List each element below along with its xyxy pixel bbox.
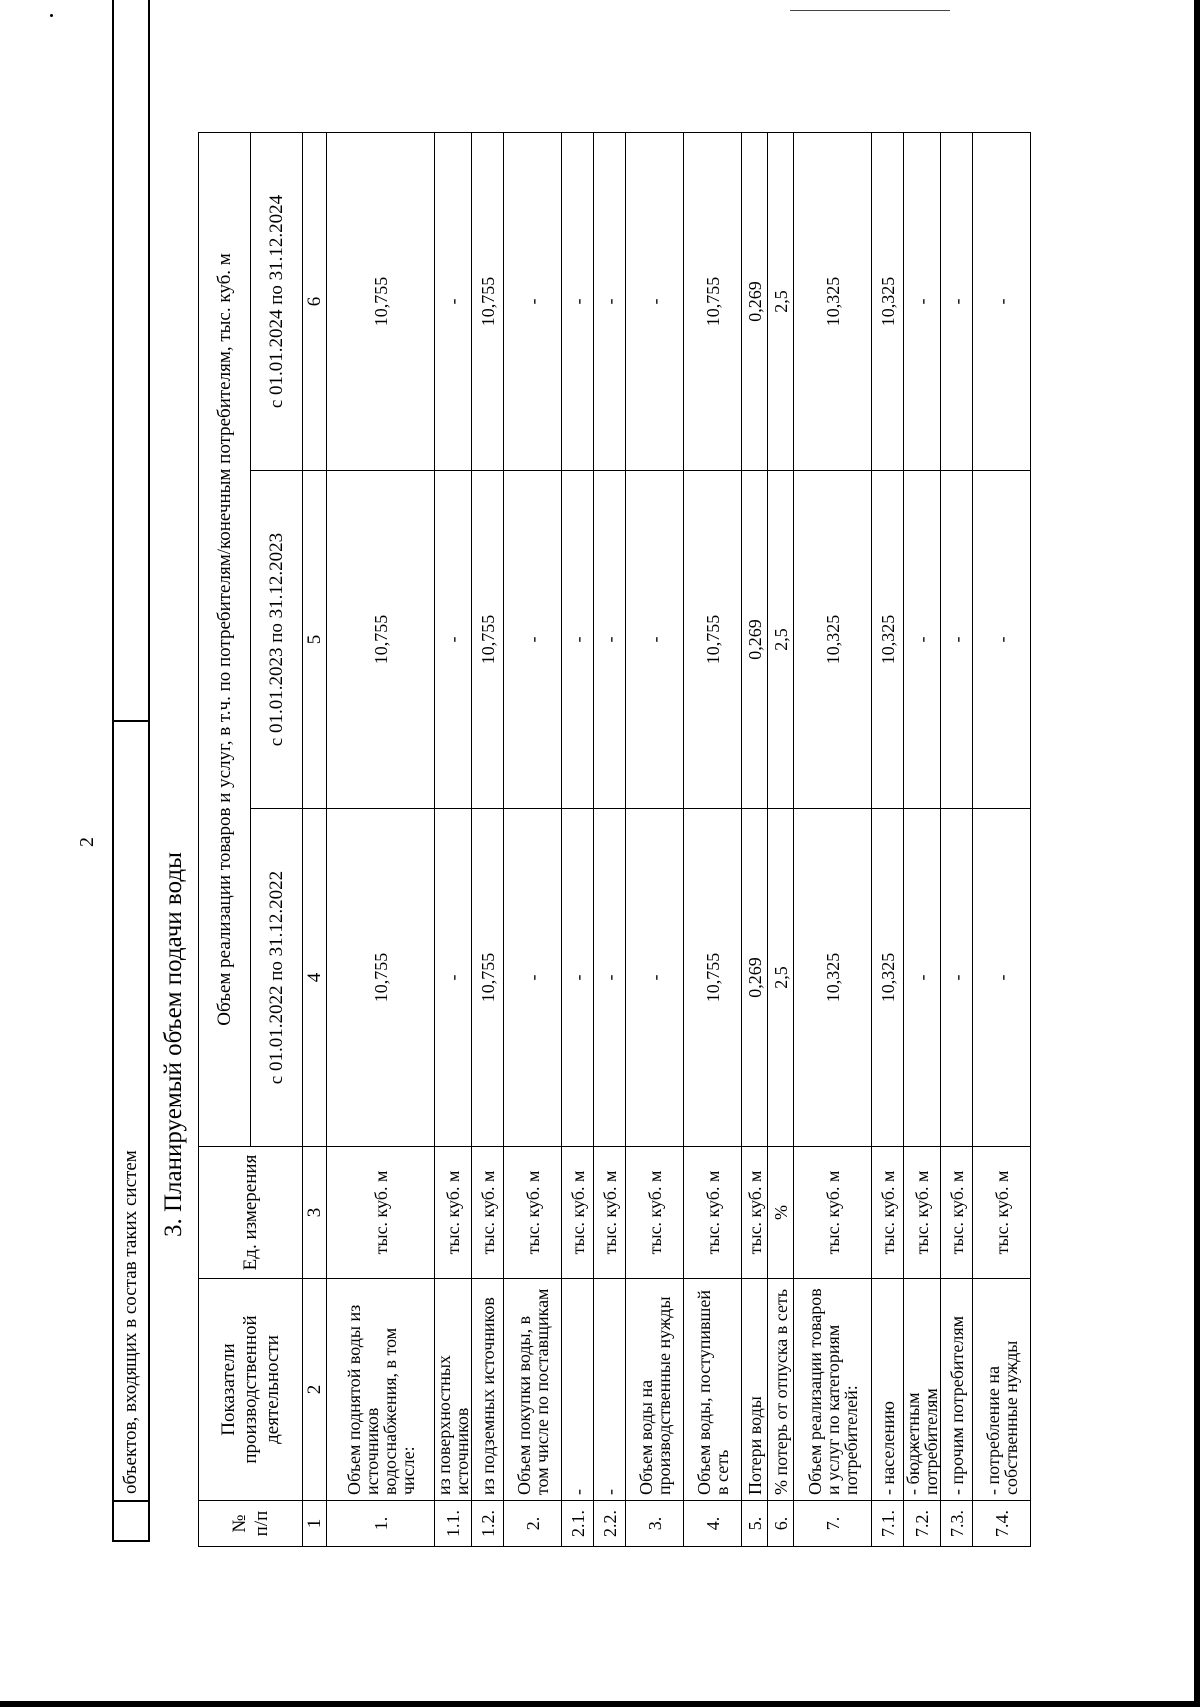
row-indicator: - населению <box>872 1279 904 1501</box>
row-value-2023: - <box>941 471 973 809</box>
row-value-2022: - <box>562 809 594 1147</box>
row-value-2023: - <box>562 471 594 809</box>
table-row <box>973 132 1031 1546</box>
row-unit: тыс. куб. м <box>327 1147 435 1279</box>
row-unit: тыс. куб. м <box>794 1147 872 1279</box>
scan-border-bottom <box>0 1701 1200 1707</box>
table-row <box>742 132 768 1546</box>
row-value-2022: 10,755 <box>684 809 742 1147</box>
header-volume-group: Объем реализации товаров и услуг, в т.ч. по потребителям/конечным потребителям, тыс. куб. м <box>199 132 251 1146</box>
row-value-2023: - <box>435 471 472 809</box>
table-row <box>794 132 872 1546</box>
table-row <box>904 132 941 1546</box>
row-value-2024: - <box>435 132 472 470</box>
row-num: 6. <box>768 1501 794 1547</box>
row-value-2023: - <box>626 471 684 809</box>
row-indicator: Потери воды <box>742 1279 768 1501</box>
row-value-2024: 2,5 <box>768 132 794 470</box>
row-value-2024: - <box>941 132 973 470</box>
row-num: 1.1. <box>435 1501 472 1547</box>
row-num: 2.2. <box>594 1501 626 1547</box>
header-period-2024: с 01.01.2024 по 31.12.2024 <box>251 132 303 470</box>
row-value-2022: 10,325 <box>794 809 872 1147</box>
table-row <box>327 132 435 1546</box>
row-unit: тыс. куб. м <box>626 1147 684 1279</box>
table-row <box>562 132 594 1546</box>
row-unit: тыс. куб. м <box>594 1147 626 1279</box>
row-unit: тыс. куб. м <box>435 1147 472 1279</box>
column-number: 2 <box>303 1279 327 1501</box>
previous-table-fragment <box>112 0 150 1542</box>
row-indicator: Объем воды, поступившей в сеть <box>684 1279 742 1501</box>
prev-table-text: объектов, входящих в состав таких систем <box>113 721 149 1501</box>
row-value-2024: 10,755 <box>472 132 504 470</box>
table-row <box>594 132 626 1546</box>
scan-border-right <box>1194 0 1200 1707</box>
row-unit: тыс. куб. м <box>684 1147 742 1279</box>
row-unit: тыс. куб. м <box>562 1147 594 1279</box>
row-num: 7. <box>794 1501 872 1547</box>
column-number: 1 <box>303 1501 327 1547</box>
row-indicator: Объем реализации товаров и услуг по категориям потребителей: <box>794 1279 872 1501</box>
row-value-2024: 10,755 <box>327 132 435 470</box>
row-indicator: Объем поднятой воды из источников водоснабжения, в том числе: <box>327 1279 435 1501</box>
row-value-2024: - <box>904 132 941 470</box>
page-number: 2 <box>76 837 98 847</box>
header-num: № п/п <box>199 1501 303 1547</box>
row-value-2023: 10,325 <box>872 471 904 809</box>
row-value-2022: - <box>626 809 684 1147</box>
row-value-2022: 2,5 <box>768 809 794 1147</box>
row-num: 1.2. <box>472 1501 504 1547</box>
table-row <box>768 132 794 1546</box>
row-unit: тыс. куб. м <box>504 1147 562 1279</box>
table-row <box>684 132 742 1546</box>
row-value-2022: - <box>973 809 1031 1147</box>
row-num: 3. <box>626 1501 684 1547</box>
row-indicator: из подземных источников <box>472 1279 504 1501</box>
row-value-2024: 10,325 <box>872 132 904 470</box>
row-unit: тыс. куб. м <box>872 1147 904 1279</box>
row-value-2022: - <box>435 809 472 1147</box>
row-unit: % <box>768 1147 794 1279</box>
row-value-2022: 10,755 <box>472 809 504 1147</box>
row-unit: тыс. куб. м <box>472 1147 504 1279</box>
row-num: 7.4. <box>973 1501 1031 1547</box>
header-indicator: Показатели производственной деятельности <box>199 1279 303 1501</box>
row-unit: тыс. куб. м <box>904 1147 941 1279</box>
row-value-2022: - <box>904 809 941 1147</box>
row-num: 1. <box>327 1501 435 1547</box>
row-value-2022: - <box>941 809 973 1147</box>
row-value-2024: - <box>562 132 594 470</box>
row-indicator: - бюджетным потребителям <box>904 1279 941 1501</box>
header-unit: Ед. измерения <box>199 1147 303 1279</box>
row-unit: тыс. куб. м <box>941 1147 973 1279</box>
column-number: 4 <box>303 809 327 1147</box>
row-indicator: Объем воды на производственные нужды <box>626 1279 684 1501</box>
prev-table-cell-empty <box>113 1501 149 1541</box>
column-number: 3 <box>303 1147 327 1279</box>
table-row <box>504 132 562 1546</box>
row-indicator: - <box>594 1279 626 1501</box>
row-value-2024: - <box>973 132 1031 470</box>
row-value-2022: 10,325 <box>872 809 904 1147</box>
row-unit: тыс. куб. м <box>742 1147 768 1279</box>
row-value-2024: - <box>594 132 626 470</box>
row-value-2023: 0,269 <box>742 471 768 809</box>
row-indicator: - потребление на собственные нужды <box>973 1279 1031 1501</box>
row-value-2024: 10,325 <box>794 132 872 470</box>
header-period-2022: с 01.01.2022 по 31.12.2022 <box>251 809 303 1147</box>
row-value-2022: 10,755 <box>327 809 435 1147</box>
table-row <box>626 132 684 1546</box>
row-value-2023: - <box>973 471 1031 809</box>
row-indicator: - прочим потребителям <box>941 1279 973 1501</box>
row-indicator: из поверхностных источников <box>435 1279 472 1501</box>
row-value-2023: - <box>904 471 941 809</box>
row-value-2023: 10,755 <box>327 471 435 809</box>
water-supply-table <box>198 132 1031 1547</box>
table-row <box>472 132 504 1546</box>
row-value-2023: 10,325 <box>794 471 872 809</box>
row-indicator: % потерь от отпуска в сеть <box>768 1279 794 1501</box>
column-number: 6 <box>303 132 327 470</box>
row-value-2023: - <box>594 471 626 809</box>
row-indicator: Объем покупки воды, в том числе по поставщикам <box>504 1279 562 1501</box>
table-row <box>872 132 904 1546</box>
row-value-2023: 10,755 <box>472 471 504 809</box>
table-row <box>941 132 973 1546</box>
header-period-2023: с 01.01.2023 по 31.12.2023 <box>251 471 303 809</box>
table-row <box>435 132 472 1546</box>
row-num: 7.1. <box>872 1501 904 1547</box>
row-value-2022: - <box>594 809 626 1147</box>
row-value-2022: - <box>504 809 562 1147</box>
row-num: 2. <box>504 1501 562 1547</box>
row-value-2024: - <box>504 132 562 470</box>
row-num: 2.1. <box>562 1501 594 1547</box>
row-value-2023: 2,5 <box>768 471 794 809</box>
column-number: 5 <box>303 471 327 809</box>
row-value-2023: - <box>504 471 562 809</box>
row-value-2024: - <box>626 132 684 470</box>
row-value-2022: 0,269 <box>742 809 768 1147</box>
row-num: 4. <box>684 1501 742 1547</box>
row-value-2024: 10,755 <box>684 132 742 470</box>
row-value-2024: 0,269 <box>742 132 768 470</box>
row-value-2023: 10,755 <box>684 471 742 809</box>
row-num: 5. <box>742 1501 768 1547</box>
row-indicator: - <box>562 1279 594 1501</box>
row-unit: тыс. куб. м <box>973 1147 1031 1279</box>
section-title: 3. Планируемый объем подачи воды <box>160 852 187 1237</box>
prev-table-cell-empty <box>113 0 149 721</box>
row-num: 7.3. <box>941 1501 973 1547</box>
row-num: 7.2. <box>904 1501 941 1547</box>
